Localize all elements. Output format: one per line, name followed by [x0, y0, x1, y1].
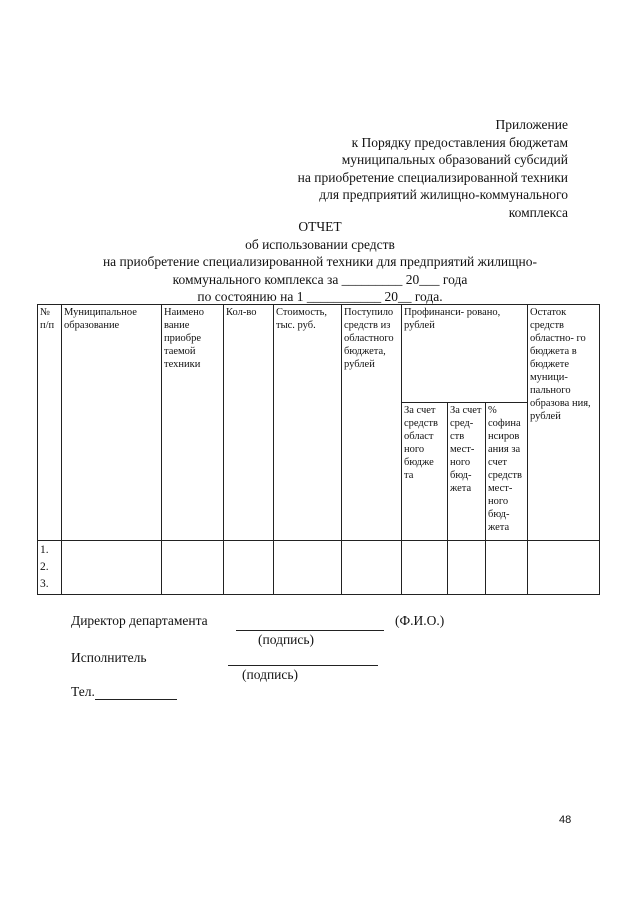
table-cell — [224, 541, 274, 595]
table-row — [38, 541, 600, 595]
appendix-block — [298, 116, 568, 221]
table-cell — [274, 541, 342, 595]
report-subtitle: об использовании средств — [245, 236, 395, 252]
table-cell — [162, 541, 224, 595]
signature-line — [228, 665, 378, 666]
appendix-line: муниципальных образований субсидий — [341, 152, 568, 167]
header-equipment-name: Наимено вание приобре таемой техники — [162, 305, 224, 541]
appendix-line: для предприятий жилищно-коммунального — [319, 187, 568, 202]
table-cell — [342, 541, 402, 595]
appendix-line: Приложение — [495, 117, 568, 132]
report-heading: ОТЧЕТ — [298, 219, 342, 234]
appendix-line: на приобретение специализированной техники — [297, 169, 568, 185]
header-quantity: Кол-во — [224, 305, 274, 541]
row-number: 1. — [40, 544, 49, 556]
table-cell — [402, 541, 448, 595]
fio-label: (Ф.И.О.) — [395, 613, 445, 628]
signature-caption: (подпись) — [258, 632, 315, 647]
report-subtitle: коммунального комплекса за _________ 20___ года — [172, 271, 468, 287]
executor-label: Исполнитель — [71, 650, 147, 665]
subheader-regional: За счет средств област ного бюдже та — [402, 403, 448, 541]
header-received: Поступило средств из областного бюджета, рублей — [342, 305, 402, 541]
subheader-local: За счет сред- ств мест- ного бюд- жета — [448, 403, 486, 541]
row-number: 3. — [40, 578, 49, 590]
header-cost: Стоимость, тыс. руб. — [274, 305, 342, 541]
header-remaining: Остаток средств областно- го бюджета в бюджете муници- пального образова ния, рублей — [528, 305, 600, 541]
table-cell — [62, 541, 162, 595]
page-number: 48 — [559, 814, 572, 826]
report-subtitle: на приобретение специализированной техники для предприятий жилищно- — [102, 254, 538, 269]
row-number: 2. — [40, 561, 49, 573]
signature-caption: (подпись) — [242, 667, 299, 682]
report-table — [37, 304, 600, 595]
row-number-cell — [38, 541, 62, 595]
subheader-percent: % софина нсиров ания за счет средств мест- ного бюд- жета — [486, 403, 528, 541]
report-subtitle: по состоянию на 1 ___________ 20__ года. — [197, 289, 443, 304]
appendix-line: комплекса — [508, 204, 568, 220]
table-cell — [448, 541, 486, 595]
appendix-line: к Порядку предоставления бюджетам — [351, 134, 568, 150]
phone-line — [95, 699, 177, 700]
header-municipality: Муниципальное образование — [62, 305, 162, 541]
signature-line — [236, 630, 384, 631]
header-cofinanced: Профинанси- ровано, рублей — [402, 305, 528, 403]
table-cell — [486, 541, 528, 595]
report-title — [0, 218, 640, 306]
table-cell — [528, 541, 600, 595]
director-label: Директор департамента — [71, 613, 208, 628]
header-num: № п/п — [38, 305, 62, 541]
phone-label: Тел. — [71, 684, 95, 699]
